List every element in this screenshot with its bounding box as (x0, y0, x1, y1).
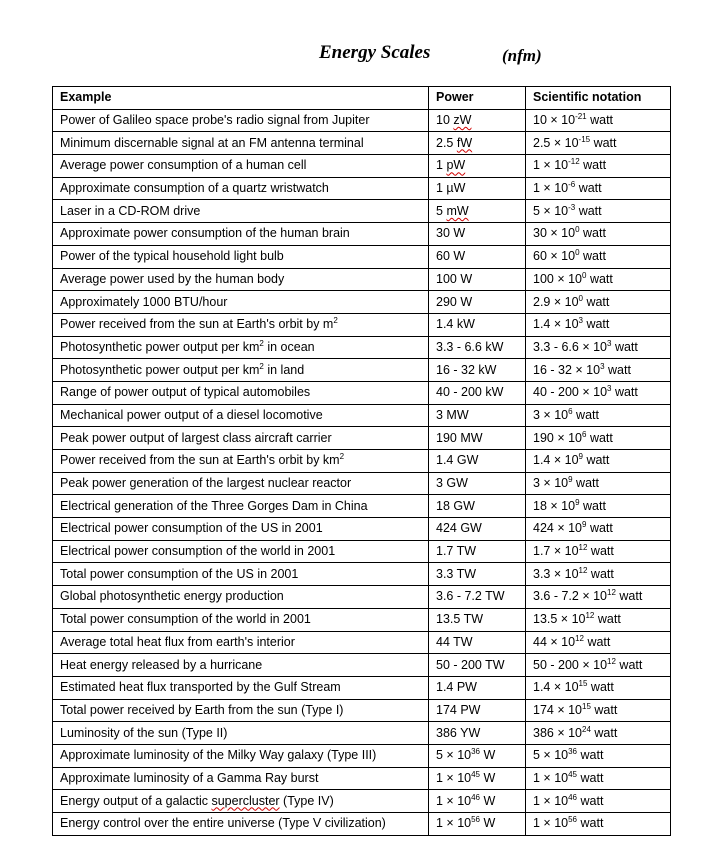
table-header-row (53, 87, 671, 110)
example-cell: Average power consumption of a human cell (53, 155, 429, 178)
example-cell: Mechanical power output of a diesel locomotive (53, 404, 429, 427)
power-cell: 16 - 32 kW (429, 359, 526, 382)
example-cell: Power of the typical household light bulb (53, 245, 429, 268)
table-row (53, 676, 671, 699)
table-row (53, 586, 671, 609)
page-title: Energy Scales (319, 42, 431, 63)
scientific-notation-cell: $386 \times 10^{24}$ watt (526, 722, 671, 745)
column-header-scientific-notation: Scientific notation (526, 87, 671, 110)
example-cell: Average power used by the human body (53, 268, 429, 291)
column-header-power: Power (429, 87, 526, 110)
power-cell: 1.4 kW (429, 313, 526, 336)
power-cell: 1.4 GW (429, 450, 526, 473)
scientific-notation-cell: $50 - 200 \times 10^{12}$ watt (526, 654, 671, 677)
scientific-notation-cell: $1.4 \times 10^3$ watt (526, 313, 671, 336)
power-cell: 13.5 TW (429, 608, 526, 631)
scientific-notation-cell: $174 \times 10^{15}$ watt (526, 699, 671, 722)
table-row (53, 223, 671, 246)
power-cell: 1 pW (429, 155, 526, 178)
table-row (53, 245, 671, 268)
scientific-notation-cell: $190 \times 10^6$ watt (526, 427, 671, 450)
scientific-notation-cell: $5 \times 10^{-3}$ watt (526, 200, 671, 223)
scientific-notation-cell: $100 \times 10^0$ watt (526, 268, 671, 291)
scientific-notation-cell: $10 \times 10^{-21}$ watt (526, 109, 671, 132)
example-cell: Range of power output of typical automobiles (53, 381, 429, 404)
example-cell: Total power received by Earth from the sun (Type I) (53, 699, 429, 722)
scientific-notation-cell: $13.5 \times 10^{12}$ watt (526, 608, 671, 631)
table-row (53, 472, 671, 495)
power-cell: 100 W (429, 268, 526, 291)
power-cell: $5 \times 10^{36}$ W (429, 744, 526, 767)
table-row (53, 359, 671, 382)
example-cell: Luminosity of the sun (Type II) (53, 722, 429, 745)
scientific-notation-cell: $1.4 \times 10^9$ watt (526, 450, 671, 473)
scientific-notation-cell: $3 \times 10^6$ watt (526, 404, 671, 427)
table-row (53, 177, 671, 200)
example-cell: Photosynthetic power output per $km^2$ in ocean (53, 336, 429, 359)
power-cell: 1 µW (429, 177, 526, 200)
table-row (53, 109, 671, 132)
example-cell: Laser in a CD-ROM drive (53, 200, 429, 223)
scientific-notation-cell: $16 - 32 \times 10^3$ watt (526, 359, 671, 382)
energy-scales-table (52, 86, 671, 836)
example-cell: Approximate power consumption of the human brain (53, 223, 429, 246)
example-cell: Total power consumption of the US in 2001 (53, 563, 429, 586)
example-cell: Power received from the sun at Earth's orbit by $km^2$ (53, 450, 429, 473)
scientific-notation-cell: $60 \times 10^0$ watt (526, 245, 671, 268)
table-row (53, 563, 671, 586)
power-cell: 1.7 TW (429, 540, 526, 563)
scientific-notation-cell: $30 \times 10^0$ watt (526, 223, 671, 246)
table-row (53, 540, 671, 563)
power-cell: 3 GW (429, 472, 526, 495)
power-cell: 18 GW (429, 495, 526, 518)
power-cell: 3.3 - 6.6 kW (429, 336, 526, 359)
example-cell: Peak power output of largest class aircraft carrier (53, 427, 429, 450)
power-cell: $1 \times 10^{45}$ W (429, 767, 526, 790)
table-row (53, 313, 671, 336)
table-row (53, 155, 671, 178)
power-cell: 10 zW (429, 109, 526, 132)
table-row (53, 495, 671, 518)
table-row (53, 132, 671, 155)
power-cell: 2.5 fW (429, 132, 526, 155)
power-cell: $1 \times 10^{46}$ W (429, 790, 526, 813)
scientific-notation-cell: $1.4 \times 10^{15}$ watt (526, 676, 671, 699)
example-cell: Peak power generation of the largest nuclear reactor (53, 472, 429, 495)
power-cell: 386 YW (429, 722, 526, 745)
scientific-notation-cell: $18 \times 10^9$ watt (526, 495, 671, 518)
table-row (53, 744, 671, 767)
power-cell: 3.6 - 7.2 TW (429, 586, 526, 609)
table-row (53, 699, 671, 722)
example-cell: Electrical power consumption of the world in 2001 (53, 540, 429, 563)
table-body (53, 109, 671, 835)
table-row (53, 608, 671, 631)
power-cell: 424 GW (429, 518, 526, 541)
table-row (53, 268, 671, 291)
power-cell: 174 PW (429, 699, 526, 722)
example-cell: Electrical power consumption of the US in 2001 (53, 518, 429, 541)
example-cell: Approximate luminosity of a Gamma Ray burst (53, 767, 429, 790)
power-cell: 3 MW (429, 404, 526, 427)
scientific-notation-cell: $3.3 \times 10^{12}$ watt (526, 563, 671, 586)
table-row (53, 654, 671, 677)
scientific-notation-cell: $40 - 200 \times 10^3$ watt (526, 381, 671, 404)
example-cell: Minimum discernable signal at an FM antenna terminal (53, 132, 429, 155)
example-cell: Estimated heat flux transported by the Gulf Stream (53, 676, 429, 699)
table-row (53, 291, 671, 314)
power-cell: 5 mW (429, 200, 526, 223)
power-cell: 3.3 TW (429, 563, 526, 586)
table-row (53, 722, 671, 745)
table-row (53, 381, 671, 404)
scientific-notation-cell: $1.7 \times 10^{12}$ watt (526, 540, 671, 563)
table-row (53, 427, 671, 450)
power-cell: 44 TW (429, 631, 526, 654)
scientific-notation-cell: $5 \times 10^{36}$ watt (526, 744, 671, 767)
example-cell: Total power consumption of the world in 2001 (53, 608, 429, 631)
table-row (53, 631, 671, 654)
scientific-notation-cell: $1 \times 10^{-12}$ watt (526, 155, 671, 178)
example-cell: Power of Galileo space probe's radio signal from Jupiter (53, 109, 429, 132)
power-cell: $1 \times 10^{56}$ W (429, 813, 526, 836)
power-cell: 30 W (429, 223, 526, 246)
example-cell: Energy output of a galactic supercluster (Type IV) (53, 790, 429, 813)
example-cell: Photosynthetic power output per $km^2$ in land (53, 359, 429, 382)
power-cell: 1.4 PW (429, 676, 526, 699)
table-row (53, 813, 671, 836)
scientific-notation-cell: $3 \times 10^9$ watt (526, 472, 671, 495)
power-cell: 190 MW (429, 427, 526, 450)
power-cell: 50 - 200 TW (429, 654, 526, 677)
power-cell: 40 - 200 kW (429, 381, 526, 404)
example-cell: Electrical generation of the Three Gorges Dam in China (53, 495, 429, 518)
table-row (53, 336, 671, 359)
example-cell: Global photosynthetic energy production (53, 586, 429, 609)
scientific-notation-cell: $2.9 \times 10^0$ watt (526, 291, 671, 314)
table-row (53, 767, 671, 790)
column-header-example: Example (53, 87, 429, 110)
scientific-notation-cell: $1 \times 10^{56}$ watt (526, 813, 671, 836)
power-cell: 60 W (429, 245, 526, 268)
example-cell: Approximate consumption of a quartz wristwatch (53, 177, 429, 200)
scientific-notation-cell: $2.5 \times 10^{-15}$ watt (526, 132, 671, 155)
example-cell: Approximate luminosity of the Milky Way galaxy (Type III) (53, 744, 429, 767)
example-cell: Approximately 1000 BTU/hour (53, 291, 429, 314)
title-tag: (nfm) (502, 46, 542, 65)
table-row (53, 404, 671, 427)
scientific-notation-cell: $1 \times 10^{-6}$ watt (526, 177, 671, 200)
scientific-notation-cell: $1 \times 10^{46}$ watt (526, 790, 671, 813)
table-row (53, 450, 671, 473)
table-row (53, 200, 671, 223)
example-cell: Power received from the sun at Earth's orbit by $m^2$ (53, 313, 429, 336)
scientific-notation-cell: $1 \times 10^{45}$ watt (526, 767, 671, 790)
power-cell: 290 W (429, 291, 526, 314)
scientific-notation-cell: $3.6 - 7.2 \times 10^{12}$ watt (526, 586, 671, 609)
table-row (53, 518, 671, 541)
scientific-notation-cell: $44 \times 10^{12}$ watt (526, 631, 671, 654)
example-cell: Energy control over the entire universe (Type V civilization) (53, 813, 429, 836)
example-cell: Average total heat flux from earth's interior (53, 631, 429, 654)
example-cell: Heat energy released by a hurricane (53, 654, 429, 677)
scientific-notation-cell: $424 \times 10^9$ watt (526, 518, 671, 541)
scientific-notation-cell: $3.3 - 6.6 \times 10^3$ watt (526, 336, 671, 359)
table-row (53, 790, 671, 813)
